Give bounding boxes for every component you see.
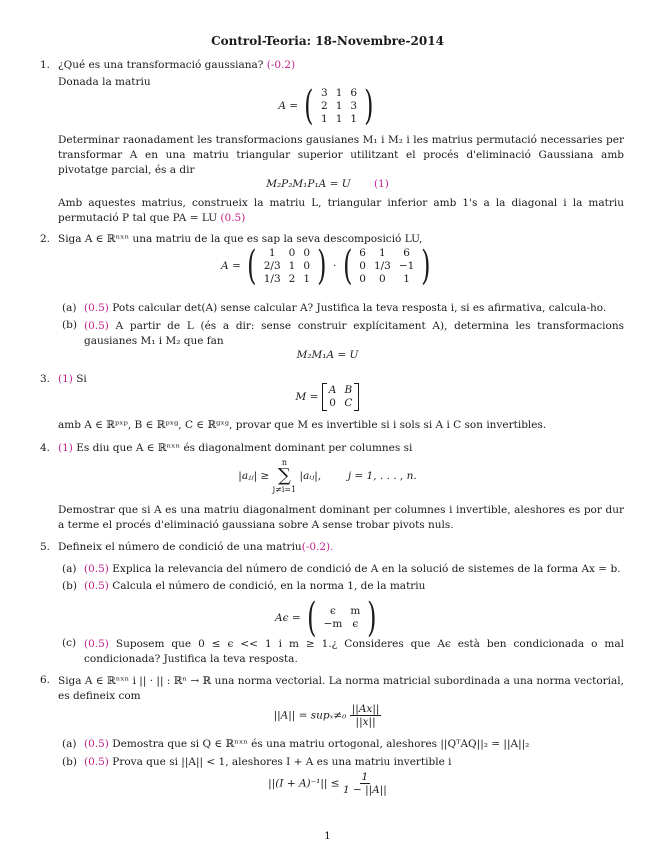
q5c-text: (0.5) Suposem que 0 ≤ ϵ << 1 i m ≥ 1.¿ Consideres que Aϵ està ben condicionada o mal condicionada? Justifica la teva resposta. xyxy=(84,638,624,665)
q1-matrix-table-cell: 2 xyxy=(321,99,328,112)
q2-u-matrix-cell: 0 xyxy=(379,272,386,285)
q2b-text: (0.5) A partir de L (és a dir: sense construir explícitament A), determina les transformacions gausianes M₁ i M₂ que fan xyxy=(84,320,624,347)
q2b-label: (b) xyxy=(62,319,77,331)
q2-l-matrix-cell: 0 xyxy=(303,259,311,272)
q2-l-matrix-cell: 1 xyxy=(303,272,311,285)
q1-matrix-table-cell: 1 xyxy=(350,112,358,125)
q1-equation: M₂P₂M₁P₁A = U (1) xyxy=(266,178,389,190)
q6b-equation: ||(I + A)⁻¹|| ≤ $\frac{1}{1 - ||A||}$ xyxy=(268,771,387,796)
q2-u-matrix-cell: 6 xyxy=(359,246,366,259)
q5a-text: (0.5) Explica la relevancia del número de condició de A en la solució de sistemes de la forma Ax = b. xyxy=(84,563,621,575)
q2-l-matrix-cell: 1 xyxy=(288,259,296,272)
q6b-text: (0.5) Prova que si ||A|| < 1, aleshores I + A es una matriu invertible i xyxy=(84,756,452,768)
q1-matrix-table-cell: 3 xyxy=(321,86,328,99)
q4-number: 4. xyxy=(40,442,51,454)
q5-text: Defineix el número de condició de una matriu(-0.2). xyxy=(58,541,334,553)
q1-matrix: A = ( 3 1 6 2 1 3 1 1 1 ) xyxy=(278,83,374,129)
q5b-text: (0.5) Calcula el número de condició, en la norma 1, de la matriu xyxy=(84,580,426,592)
q5-matrix-table xyxy=(320,605,365,631)
page-number: 1 xyxy=(324,830,331,842)
q2b-equation: M₂M₁A = U xyxy=(296,349,359,361)
q4-text: (1) Es diu que A ∈ ℝⁿˣⁿ és diagonalment dominant per columnes si xyxy=(58,442,413,454)
q1-matrix-table-cell: 1 xyxy=(321,112,328,125)
q2-l-matrix-cell: 2 xyxy=(288,272,296,285)
q5a-label: (a) xyxy=(62,563,77,575)
q2-u-matrix-cell: 1 xyxy=(403,272,410,285)
q5b-label: (b) xyxy=(62,580,77,592)
q1-matrix-table-cell: 1 xyxy=(335,112,343,125)
q3-text: amb A ∈ ℝᵖˣᵖ, B ∈ ℝᵖˣᵍ, C ∈ ℝᵍˣᵍ, provar que M es invertible si i sols si A i C son invertibles. xyxy=(58,419,547,431)
q2a-label: (a) xyxy=(62,302,77,314)
q3-block-table-cell: B xyxy=(344,384,353,396)
q3-block-matrix: M = A B 0 C xyxy=(0,383,655,411)
q2-text: Siga A ∈ ℝⁿˣⁿ una matriu de la que es sap la seva descomposició LU, xyxy=(58,233,423,245)
q6-number: 6. xyxy=(40,674,51,686)
q4-para: Demostrar que si A es una matriu diagonalment dominant per columnes i invertible, aleshores es por dur a terme el procés d'eliminació gaussiana sobre A sense trobar pivots nuls. xyxy=(58,504,624,531)
q3-intro: (1) Si xyxy=(58,373,87,385)
q3-block-table-cell: 0 xyxy=(329,397,336,409)
q5-matrix: Aϵ = ( ϵ m −m ϵ ) xyxy=(275,595,377,641)
q1-matrix-table-cell: 3 xyxy=(350,99,358,112)
q3-block-table-cell: A xyxy=(328,384,337,396)
q6b-label: (b) xyxy=(62,756,77,768)
q5-matrix-table-cell: ϵ xyxy=(330,605,336,617)
q1-number: 1. xyxy=(40,59,51,71)
q6a-text: (0.5) Demostra que si Q ∈ ℝⁿˣⁿ és una matriu ortogonal, aleshores ||QᵀAQ||₂ = ||A||₂ xyxy=(84,738,530,750)
q3-block-table-cell: C xyxy=(344,397,353,409)
q2-l-matrix-cell: 1 xyxy=(268,246,276,259)
q2-u-matrix-cell: 0 xyxy=(359,272,366,285)
q2-u-matrix xyxy=(355,247,418,286)
q2-l-matrix-cell: 1/3 xyxy=(263,272,281,285)
q1-question: ¿Qué es una transformació gaussiana? (-0.2) xyxy=(58,59,296,71)
q2-u-matrix-cell: 1/3 xyxy=(373,259,391,272)
q5-matrix-table-cell: ϵ xyxy=(352,618,359,630)
q5-matrix-table-cell: m xyxy=(350,605,361,617)
q2-l-matrix-cell: 0 xyxy=(303,246,311,259)
q2-number: 2. xyxy=(40,233,51,245)
q6-equation: ||A|| = supₓ≠₀ $\frac{||Ax||}{||x||}$ xyxy=(273,703,380,728)
q2-l-matrix-cell: 2/3 xyxy=(263,259,281,272)
q2-u-matrix-cell: 1 xyxy=(379,246,386,259)
q5-number: 5. xyxy=(40,541,51,553)
q1-matrix-table xyxy=(317,87,361,126)
q6a-label: (a) xyxy=(62,738,77,750)
q5c-label: (c) xyxy=(62,637,77,649)
q1-para1: Determinar raonadament les transformacions gausianes M₁ i M₂ i les matrius permutació necessaries per transformar A en una matriu triangular superior utilitzant el procés d'eliminació Gaussiana amb pivotatge parcial, és a dir xyxy=(58,134,624,176)
q1-matrix-table-cell: 1 xyxy=(335,99,343,112)
q4-equation: |aⱼⱼ| ≥ n ∑ j≠i=1 |aᵢⱼ|, j = 1, . . . , n. xyxy=(238,458,417,494)
q2-l-matrix-cell: 0 xyxy=(288,246,296,259)
q3-block-table xyxy=(325,384,357,410)
q1-para2: Amb aquestes matrius, construeix la matriu L, triangular inferior amb 1's a la diagonal i la matriu permutació P tal que PA = LU (0.5) xyxy=(58,197,624,224)
q1-matrix-table-cell: 1 xyxy=(335,86,343,99)
page-title: Control-Teoria: 18-Novembre-2014 xyxy=(211,34,444,48)
q2-u-matrix-cell: 0 xyxy=(359,259,366,272)
q2-lu-equation: A = ( 1 0 0 2/3 1 0 1/3 2 1 ) · ( 6 1 6 0 1/3 −1 0 0 1 ) xyxy=(221,243,431,289)
q3-number: 3. xyxy=(40,373,51,385)
q1-matrix-table-cell: 6 xyxy=(350,86,358,99)
q6-text: Siga A ∈ ℝⁿˣⁿ i || · || : ℝⁿ → ℝ una norma vectorial. La norma matricial subordinada a una norma vectorial, es defineix com xyxy=(58,675,624,702)
q2-l-matrix xyxy=(260,247,314,286)
q1-points: (-0.2) xyxy=(266,59,296,71)
q5-matrix-table-cell: −m xyxy=(323,618,343,630)
q1-intro: Donada la matriu xyxy=(58,76,151,88)
q2a-text: (0.5) Pots calcular det(A) sense calcular A? Justifica la teva resposta i, si es afirmativa, calcula-ho. xyxy=(84,302,607,314)
q2-u-matrix-cell: 6 xyxy=(403,246,410,259)
q2-u-matrix-cell: −1 xyxy=(398,259,415,272)
